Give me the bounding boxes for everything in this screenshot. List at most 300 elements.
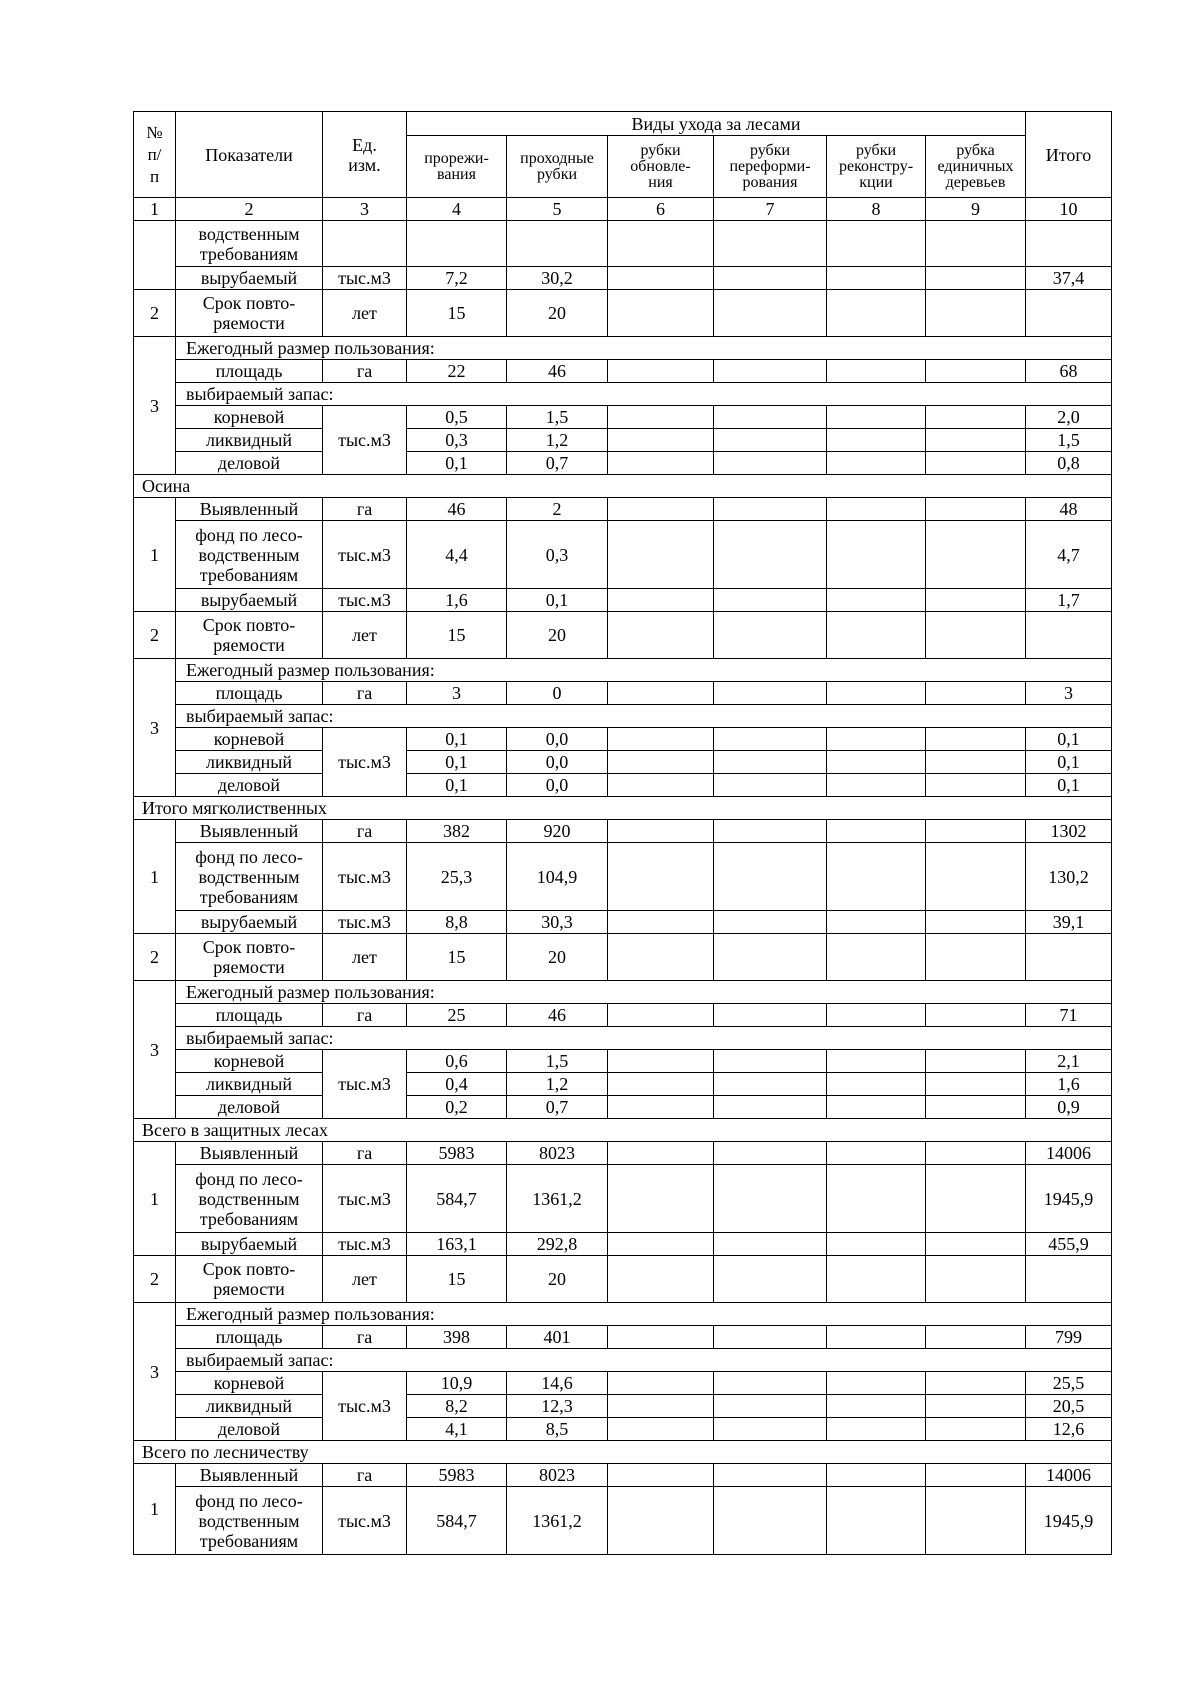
section-title-row: [134, 797, 1112, 820]
stock-del-row: [134, 1096, 1112, 1119]
value-cell: 20: [507, 1256, 608, 1303]
total-cell: 2,1: [1026, 1050, 1112, 1073]
empty-cell: [608, 1464, 714, 1487]
empty-cell: [714, 1142, 827, 1165]
total-cell: 1302: [1026, 820, 1112, 843]
value-cell: 0,6: [407, 1050, 507, 1073]
empty-cell: [1026, 1256, 1112, 1303]
row-label: корневой: [176, 406, 323, 429]
empty-cell: [926, 521, 1026, 589]
row-label: Срок повто- ряемости: [176, 934, 323, 981]
row-label: Выявленный: [176, 1142, 323, 1165]
value-cell: 46: [507, 360, 608, 383]
total-cell: 1,7: [1026, 589, 1112, 612]
care-type-header: рубки переформи- рования: [714, 136, 827, 198]
empty-cell: [926, 1165, 1026, 1233]
row-number: 2: [134, 934, 176, 981]
empty-cell: [1026, 612, 1112, 659]
empty-cell: [714, 452, 827, 475]
value-cell: 0: [507, 682, 608, 705]
column-number: 7: [714, 198, 827, 221]
empty-cell: [1026, 934, 1112, 981]
unit-cell: га: [323, 1326, 407, 1349]
empty-cell: [827, 1073, 926, 1096]
fund-row: [134, 1165, 1112, 1233]
identified-row: [134, 1464, 1112, 1487]
value-cell: 382: [407, 820, 507, 843]
empty-cell: [714, 1256, 827, 1303]
row-label: деловой: [176, 774, 323, 797]
row-label: Выявленный: [176, 820, 323, 843]
empty-cell: [608, 774, 714, 797]
empty-cell: [1026, 221, 1112, 267]
value-cell: 1361,2: [507, 1165, 608, 1233]
total-cell: 0,9: [1026, 1096, 1112, 1119]
vyrub-row: [134, 267, 1112, 290]
empty-cell: [926, 1004, 1026, 1027]
empty-cell: [608, 911, 714, 934]
row-label: вырубаемый: [176, 1233, 323, 1256]
value-cell: 15: [407, 290, 507, 337]
area-row: [134, 1004, 1112, 1027]
empty-cell: [827, 290, 926, 337]
empty-cell: [714, 1050, 827, 1073]
row-label: площадь: [176, 682, 323, 705]
total-cell: 1945,9: [1026, 1487, 1112, 1555]
stock-del-row: [134, 452, 1112, 475]
empty-cell: [608, 843, 714, 911]
value-cell: 920: [507, 820, 608, 843]
care-type-header: прорежи- вания: [407, 136, 507, 198]
value-cell: 163,1: [407, 1233, 507, 1256]
value-cell: 0,4: [407, 1073, 507, 1096]
total-cell: 3: [1026, 682, 1112, 705]
value-cell: 0,7: [507, 1096, 608, 1119]
care-type-header: проходные рубки: [507, 136, 608, 198]
column-number: 1: [134, 198, 176, 221]
total-header: Итого: [1026, 112, 1112, 198]
row-label: фонд по лесо- водственным требованиям: [176, 1165, 323, 1233]
value-cell: 0,1: [507, 589, 608, 612]
empty-cell: [926, 1142, 1026, 1165]
empty-cell: [926, 1073, 1026, 1096]
empty-cell: [714, 1326, 827, 1349]
value-cell: 0,2: [407, 1096, 507, 1119]
empty-cell: [608, 682, 714, 705]
stock-lik-row: [134, 429, 1112, 452]
column-number-header: № п/ п: [134, 112, 176, 198]
stock-lik-row: [134, 751, 1112, 774]
empty-cell: [608, 1418, 714, 1441]
row-label: фонд по лесо- водственным требованиям: [176, 521, 323, 589]
forest-care-table: [133, 111, 1112, 1555]
empty-cell: [714, 728, 827, 751]
empty-cell: [608, 429, 714, 452]
value-cell: 46: [507, 1004, 608, 1027]
empty-cell: [926, 1096, 1026, 1119]
empty-cell: [714, 1165, 827, 1233]
row-label: ликвидный: [176, 429, 323, 452]
row-label: Срок повто- ряемости: [176, 290, 323, 337]
empty-cell: [608, 589, 714, 612]
row-label: вырубаемый: [176, 589, 323, 612]
empty-cell: [714, 820, 827, 843]
annual-use-title: Ежегодный размер пользования:: [176, 1303, 1112, 1326]
total-cell: 48: [1026, 498, 1112, 521]
empty-cell: [714, 911, 827, 934]
unit-cell: тыс.м3: [323, 1050, 407, 1119]
row-number: 3: [134, 1303, 176, 1441]
row-label: корневой: [176, 1372, 323, 1395]
unit-cell: тыс.м3: [323, 267, 407, 290]
empty-cell: [608, 1050, 714, 1073]
stock-title-row: [134, 1349, 1112, 1372]
value-cell: 10,9: [407, 1372, 507, 1395]
empty-cell: [926, 452, 1026, 475]
care-types-header: Виды ухода за лесами: [407, 112, 1026, 136]
value-cell: 8023: [507, 1464, 608, 1487]
total-cell: 37,4: [1026, 267, 1112, 290]
total-cell: 14006: [1026, 1142, 1112, 1165]
value-cell: 8,5: [507, 1418, 608, 1441]
stock-title-row: [134, 383, 1112, 406]
empty-cell: [714, 498, 827, 521]
value-cell: 0,1: [407, 452, 507, 475]
value-cell: 1361,2: [507, 1487, 608, 1555]
row-label: Выявленный: [176, 498, 323, 521]
empty-cell: [827, 1233, 926, 1256]
total-cell: 68: [1026, 360, 1112, 383]
empty-cell: [608, 1233, 714, 1256]
column-number: 10: [1026, 198, 1112, 221]
value-cell: 0,0: [507, 751, 608, 774]
value-cell: 2: [507, 498, 608, 521]
empty-cell: [714, 406, 827, 429]
row-label: фонд по лесо- водственным требованиям: [176, 1487, 323, 1555]
empty-cell: [926, 934, 1026, 981]
row-number: 3: [134, 981, 176, 1119]
stock-title: выбираемый запас:: [176, 1349, 1112, 1372]
row-number: 1: [134, 1142, 176, 1256]
unit-cell: тыс.м3: [323, 521, 407, 589]
row-number: 2: [134, 290, 176, 337]
empty-cell: [608, 1004, 714, 1027]
empty-cell: [827, 774, 926, 797]
empty-cell: [608, 1395, 714, 1418]
empty-cell: [827, 751, 926, 774]
empty-cell: [827, 1004, 926, 1027]
empty-cell: [608, 452, 714, 475]
empty-cell: [714, 612, 827, 659]
value-cell: 46: [407, 498, 507, 521]
row-label: площадь: [176, 1326, 323, 1349]
stock-del-row: [134, 1418, 1112, 1441]
unit-cell: тыс.м3: [323, 1487, 407, 1555]
value-cell: 0,1: [407, 751, 507, 774]
value-cell: 20: [507, 612, 608, 659]
empty-cell: [827, 1418, 926, 1441]
empty-cell: [714, 934, 827, 981]
column-number: 8: [827, 198, 926, 221]
unit-cell: га: [323, 820, 407, 843]
value-cell: 7,2: [407, 267, 507, 290]
annual-use-title: Ежегодный размер пользования:: [176, 981, 1112, 1004]
stock-del-row: [134, 774, 1112, 797]
value-cell: 0,3: [407, 429, 507, 452]
row-label: ликвидный: [176, 1073, 323, 1096]
row-label: фонд по лесо- водственным требованиям: [176, 843, 323, 911]
total-cell: 130,2: [1026, 843, 1112, 911]
empty-cell: [926, 1256, 1026, 1303]
empty-cell: [827, 1395, 926, 1418]
empty-cell: [827, 1096, 926, 1119]
empty-cell: [714, 1096, 827, 1119]
empty-cell: [827, 728, 926, 751]
unit-cell: лет: [323, 1256, 407, 1303]
row-label: деловой: [176, 452, 323, 475]
unit-cell: тыс.м3: [323, 1233, 407, 1256]
unit-cell: тыс.м3: [323, 911, 407, 934]
empty-cell: [827, 1326, 926, 1349]
row-number: 2: [134, 612, 176, 659]
stock-title-row: [134, 1027, 1112, 1050]
empty-cell: [926, 1464, 1026, 1487]
area-row: [134, 360, 1112, 383]
annual-use-title: Ежегодный размер пользования:: [176, 337, 1112, 360]
row-label: ликвидный: [176, 1395, 323, 1418]
empty-cell: [827, 221, 926, 267]
empty-cell: [926, 682, 1026, 705]
stock-lik-row: [134, 1073, 1112, 1096]
empty-cell: [714, 751, 827, 774]
row-label: Срок повто- ряемости: [176, 1256, 323, 1303]
column-number: 3: [323, 198, 407, 221]
empty-cell: [926, 1395, 1026, 1418]
empty-cell: [827, 911, 926, 934]
column-number: 9: [926, 198, 1026, 221]
value-cell: 0,7: [507, 452, 608, 475]
annual-use-title-row: [134, 981, 1112, 1004]
row-number: [134, 221, 176, 290]
row-number: 1: [134, 820, 176, 934]
period-row: [134, 612, 1112, 659]
empty-cell: [1026, 290, 1112, 337]
unit-cell: га: [323, 682, 407, 705]
unit-cell: га: [323, 1464, 407, 1487]
care-type-header: рубка единичных деревьев: [926, 136, 1026, 198]
row-number: 3: [134, 659, 176, 797]
empty-cell: [926, 498, 1026, 521]
empty-cell: [827, 267, 926, 290]
empty-cell: [714, 429, 827, 452]
value-cell: 8023: [507, 1142, 608, 1165]
empty-cell: [926, 360, 1026, 383]
total-cell: 25,5: [1026, 1372, 1112, 1395]
row-number: 1: [134, 498, 176, 612]
empty-cell: [926, 843, 1026, 911]
empty-cell: [926, 1418, 1026, 1441]
unit-cell: тыс.м3: [323, 843, 407, 911]
vyrub-row: [134, 589, 1112, 612]
empty-cell: [714, 774, 827, 797]
empty-cell: [714, 1395, 827, 1418]
total-cell: 0,8: [1026, 452, 1112, 475]
empty-cell: [827, 820, 926, 843]
total-cell: 1945,9: [1026, 1165, 1112, 1233]
unit-cell: га: [323, 360, 407, 383]
value-cell: 0,5: [407, 406, 507, 429]
annual-use-title-row: [134, 1303, 1112, 1326]
empty-cell: [926, 589, 1026, 612]
value-cell: 15: [407, 934, 507, 981]
empty-cell: [827, 1256, 926, 1303]
empty-cell: [608, 1256, 714, 1303]
value-cell: 4,4: [407, 521, 507, 589]
value-cell: 398: [407, 1326, 507, 1349]
empty-cell: [926, 406, 1026, 429]
care-type-header: рубки обновле- ния: [608, 136, 714, 198]
row-label: Срок повто- ряемости: [176, 612, 323, 659]
row-number: 3: [134, 337, 176, 475]
empty-cell: [827, 429, 926, 452]
empty-cell: [827, 1142, 926, 1165]
empty-cell: [608, 360, 714, 383]
total-cell: 0,1: [1026, 774, 1112, 797]
empty-cell: [608, 1096, 714, 1119]
total-cell: 0,1: [1026, 728, 1112, 751]
indicators-header: Показатели: [176, 112, 323, 198]
empty-cell: [926, 728, 1026, 751]
empty-cell: [827, 406, 926, 429]
empty-cell: [827, 843, 926, 911]
value-cell: 15: [407, 612, 507, 659]
empty-cell: [714, 1073, 827, 1096]
empty-cell: [608, 1073, 714, 1096]
identified-row: [134, 498, 1112, 521]
header-row-1: [134, 112, 1112, 136]
total-cell: 14006: [1026, 1464, 1112, 1487]
row-label: вырубаемый: [176, 911, 323, 934]
empty-cell: [714, 221, 827, 267]
total-cell: 0,1: [1026, 751, 1112, 774]
empty-cell: [926, 820, 1026, 843]
fund-row: [134, 843, 1112, 911]
unit-cell: тыс.м3: [323, 728, 407, 797]
empty-cell: [507, 221, 608, 267]
empty-cell: [926, 1050, 1026, 1073]
empty-cell: [926, 911, 1026, 934]
unit-cell: га: [323, 498, 407, 521]
empty-cell: [827, 498, 926, 521]
value-cell: 0,1: [407, 728, 507, 751]
unit-cell: га: [323, 1004, 407, 1027]
section-title: Осина: [134, 475, 1112, 498]
empty-cell: [714, 843, 827, 911]
empty-cell: [608, 728, 714, 751]
empty-cell: [827, 360, 926, 383]
value-cell: 25,3: [407, 843, 507, 911]
empty-cell: [608, 498, 714, 521]
value-cell: 0,0: [507, 774, 608, 797]
empty-cell: [608, 612, 714, 659]
empty-cell: [827, 521, 926, 589]
stock-title: выбираемый запас:: [176, 1027, 1112, 1050]
empty-cell: [608, 751, 714, 774]
value-cell: 1,2: [507, 429, 608, 452]
column-number: 4: [407, 198, 507, 221]
value-cell: 1,6: [407, 589, 507, 612]
stock-kor-row: [134, 728, 1112, 751]
total-cell: 1,6: [1026, 1073, 1112, 1096]
empty-cell: [714, 521, 827, 589]
column-number: 6: [608, 198, 714, 221]
empty-cell: [714, 290, 827, 337]
empty-cell: [714, 1464, 827, 1487]
section-title: Всего по лесничеству: [134, 1441, 1112, 1464]
row-label: площадь: [176, 1004, 323, 1027]
empty-cell: [827, 934, 926, 981]
unit-header: Ед. изм.: [323, 112, 407, 198]
total-cell: 1,5: [1026, 429, 1112, 452]
value-cell: 8,2: [407, 1395, 507, 1418]
unit-cell: тыс.м3: [323, 1165, 407, 1233]
stock-kor-row: [134, 406, 1112, 429]
empty-cell: [827, 1050, 926, 1073]
empty-cell: [827, 1372, 926, 1395]
empty-cell: [827, 1165, 926, 1233]
value-cell: 0,1: [407, 774, 507, 797]
total-cell: 12,6: [1026, 1418, 1112, 1441]
column-numbers-row: [134, 198, 1112, 221]
care-type-header: рубки реконстру- кции: [827, 136, 926, 198]
value-cell: 401: [507, 1326, 608, 1349]
value-cell: 0,0: [507, 728, 608, 751]
row-label: Выявленный: [176, 1464, 323, 1487]
value-cell: 20: [507, 290, 608, 337]
annual-use-title-row: [134, 337, 1112, 360]
value-cell: 12,3: [507, 1395, 608, 1418]
empty-cell: [926, 751, 1026, 774]
annual-use-title: Ежегодный размер пользования:: [176, 659, 1112, 682]
empty-cell: [323, 221, 407, 267]
empty-cell: [926, 1233, 1026, 1256]
period-row: [134, 290, 1112, 337]
row-label: деловой: [176, 1418, 323, 1441]
empty-cell: [827, 589, 926, 612]
row-label: деловой: [176, 1096, 323, 1119]
empty-cell: [608, 1165, 714, 1233]
value-cell: 584,7: [407, 1165, 507, 1233]
empty-cell: [926, 429, 1026, 452]
row-number: 1: [134, 1464, 176, 1555]
value-cell: 104,9: [507, 843, 608, 911]
empty-cell: [827, 1464, 926, 1487]
total-cell: 20,5: [1026, 1395, 1112, 1418]
empty-cell: [714, 682, 827, 705]
empty-cell: [608, 521, 714, 589]
empty-cell: [714, 1418, 827, 1441]
total-cell: 799: [1026, 1326, 1112, 1349]
empty-cell: [608, 1142, 714, 1165]
empty-cell: [608, 820, 714, 843]
unit-cell: лет: [323, 612, 407, 659]
value-cell: 20: [507, 934, 608, 981]
value-cell: 1,5: [507, 406, 608, 429]
area-row: [134, 1326, 1112, 1349]
empty-cell: [714, 589, 827, 612]
empty-cell: [714, 1372, 827, 1395]
unit-cell: га: [323, 1142, 407, 1165]
